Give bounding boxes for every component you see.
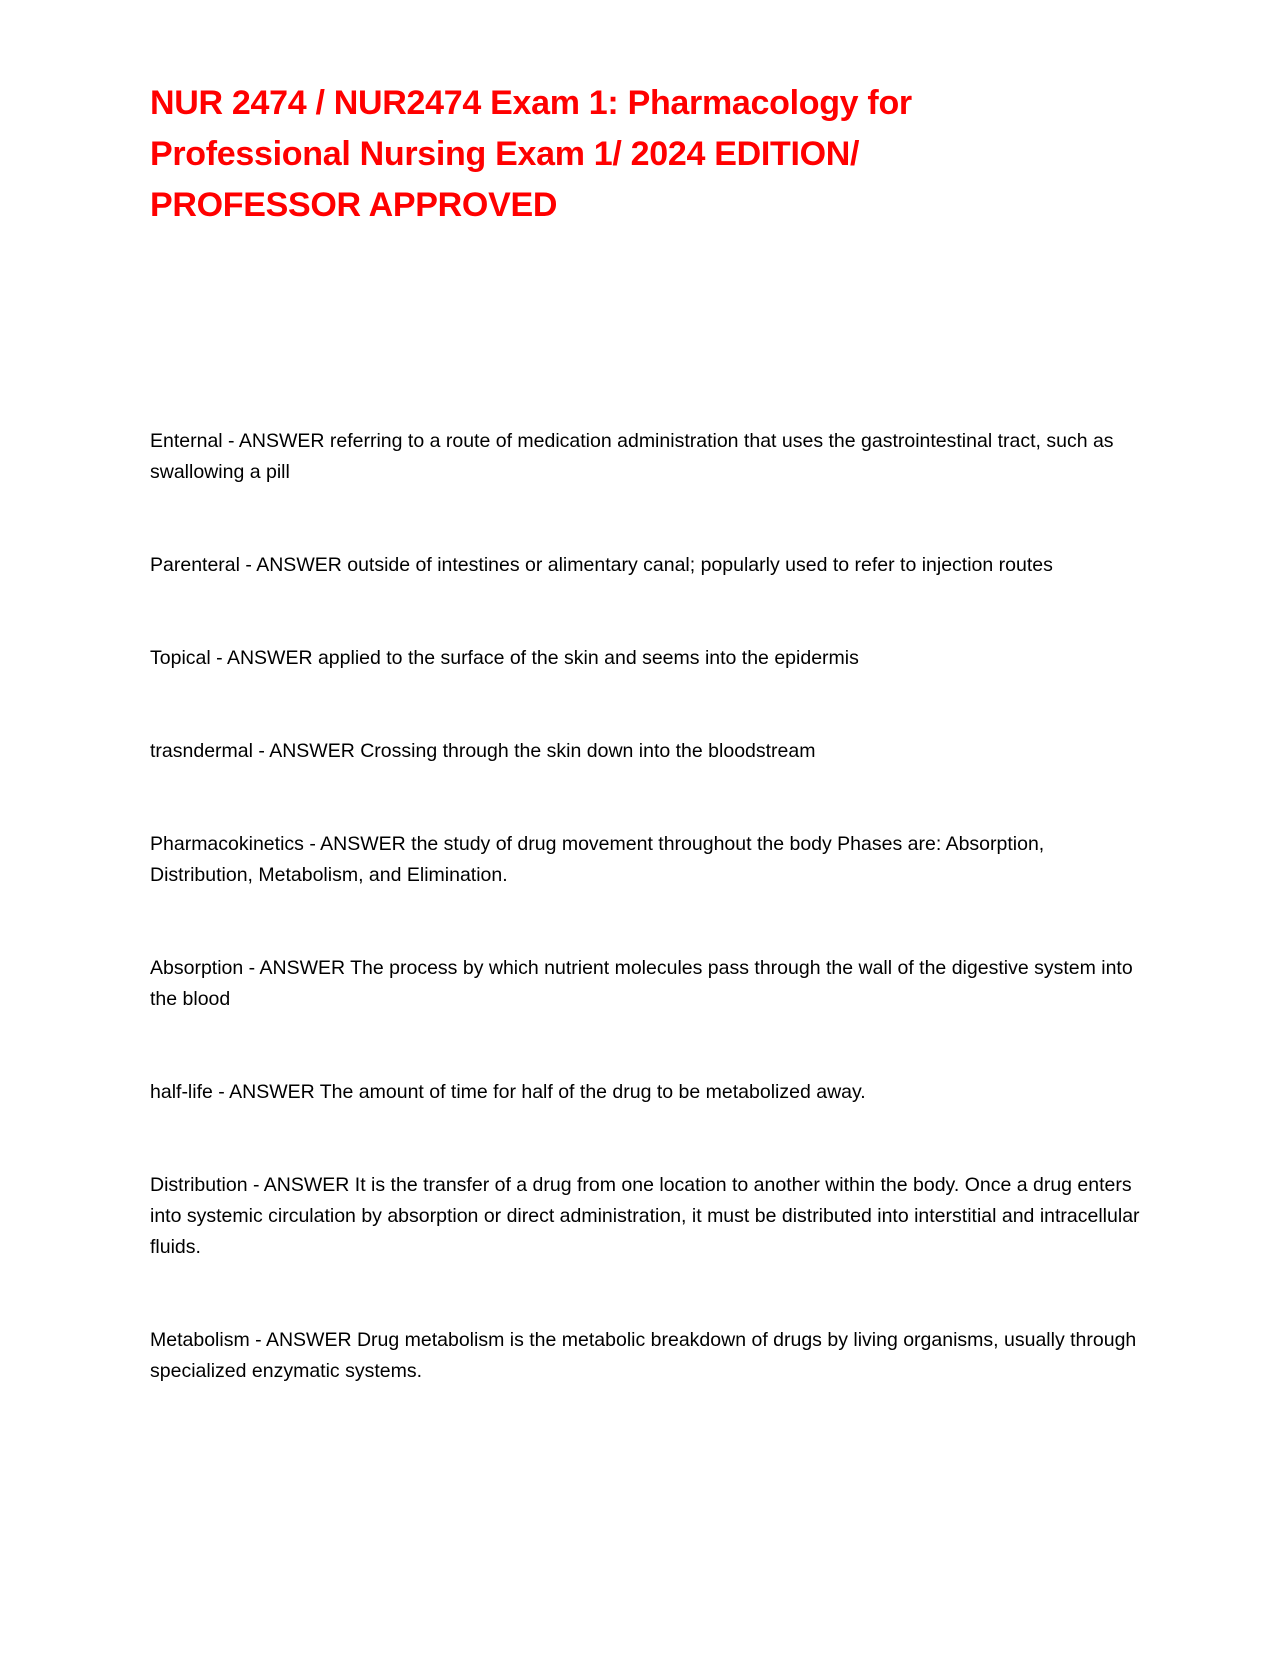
- term-pharmacokinetics: Pharmacokinetics - ANSWER the study of drug movement throughout the body Phases are: Absorption, Distribution, Metabolism, and Elimination.: [150, 833, 1045, 886]
- term-parenteral: Parenteral - ANSWER outside of intestines or alimentary canal; popularly used to refer to injection routes: [150, 554, 1053, 576]
- term-absorption: Absorption - ANSWER The process by which nutrient molecules pass through the wall of the digestive system into the blood: [150, 957, 1133, 1010]
- term-distribution: Distribution - ANSWER It is the transfer of a drug from one location to another within the body. Once a drug enters into systemic circulation by absorption or direct administration, it must be distributed into interstitial and intracellular fluids.: [150, 1174, 1140, 1258]
- term-metabolism: Metabolism - ANSWER Drug metabolism is the metabolic breakdown of drugs by living organisms, usually through specialized enzymatic systems.: [150, 1329, 1137, 1382]
- term-half-life: half-life - ANSWER The amount of time for half of the drug to be metabolized away.: [150, 1081, 866, 1103]
- term-topical: Topical - ANSWER applied to the surface of the skin and seems into the epidermis: [150, 647, 859, 669]
- term-transdermal: trasndermal - ANSWER Crossing through the skin down into the bloodstream: [150, 740, 816, 762]
- document-title: NUR 2474 / NUR2474 Exam 1: Pharmacology for Professional Nursing Exam 1/ 2024 EDITION/ PROFESSOR APPROVED: [150, 84, 912, 224]
- term-enternal: Enternal - ANSWER referring to a route of medication administration that uses the gastrointestinal tract, such as swallowing a pill: [150, 430, 1114, 483]
